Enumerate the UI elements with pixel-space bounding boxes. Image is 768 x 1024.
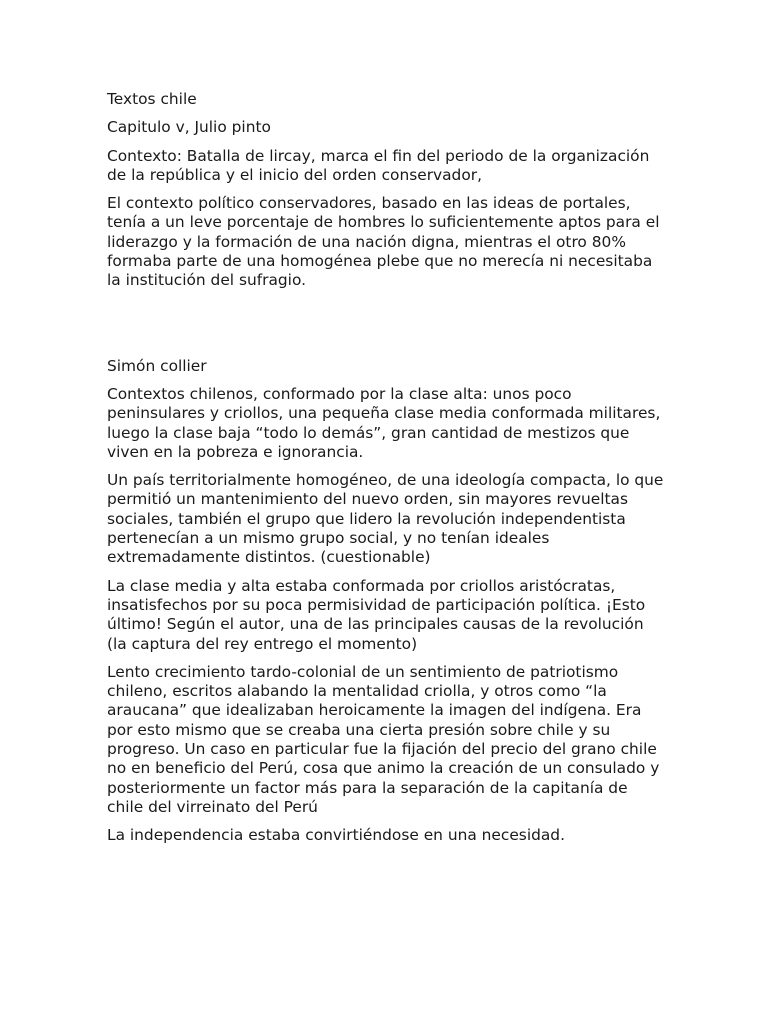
section-heading-collier: Simón collier — [107, 356, 207, 375]
document-title: Textos chile — [107, 90, 197, 108]
blank-space — [107, 300, 667, 357]
chapter-heading: Capitulo v, Julio pinto — [107, 118, 271, 137]
paragraph-patriotism: Lento crecimiento tardo-colonial de un sentimiento de patriotismo chileno, escritos alabando la mentalidad criolla, y otros como “la araucana” que idealizaban heroicamente la imagen del indígena. Era por esto mismo que se creaba una cierta presión sobre chile y su progreso. Un caso en particular fue la fijación del precio del grano chile no en beneficio del Perú, cosa que animo la creación de un consulado y posteriormente un factor más para la separación de la capitanía de chile del virreinato del Perú — [107, 662, 660, 816]
paragraph-homogeneous-country: Un país territorialmente homogéneo, de una ideología compacta, lo que permitió un mantenimiento del nuevo orden, sin mayores revueltas sociales, también el grupo que lidero la revolución independentista pertenecían a un mismo grupo social, y no tenían ideales extremadamente distintos. (cuestionable) — [107, 471, 664, 567]
document-body — [107, 90, 667, 855]
paragraph-independence-need: La independencia estaba convirtiéndose en una necesidad. — [107, 826, 565, 845]
paragraph-context: Contexto: Batalla de lircay, marca el fin del periodo de la organización de la república y el inicio del orden conservador, — [107, 146, 650, 184]
paragraph-political-context: El contexto político conservadores, basado en las ideas de portales, tenía a un leve porcentaje de hombres lo suficientemente aptos para el liderazgo y la formación de una nación digna, mientras el otro 80% formaba parte de una homogénea plebe que no merecía ni necesitaba la institución del sufragio. — [107, 194, 660, 290]
paragraph-criollos: La clase media y alta estaba conformada por criollos aristócratas, insatisfechos por su poca permisividad de participación política. ¡Esto último! Según el autor, una de las principales causas de la revolución (la captura del rey entrego el momento) — [107, 576, 646, 653]
paragraph-social-classes: Contextos chilenos, conformado por la clase alta: unos poco peninsulares y criollos, una pequeña clase media conformada militares, luego la clase baja “todo lo demás”, gran cantidad de mestizos que viven en la pobreza e ignorancia. — [107, 384, 661, 461]
